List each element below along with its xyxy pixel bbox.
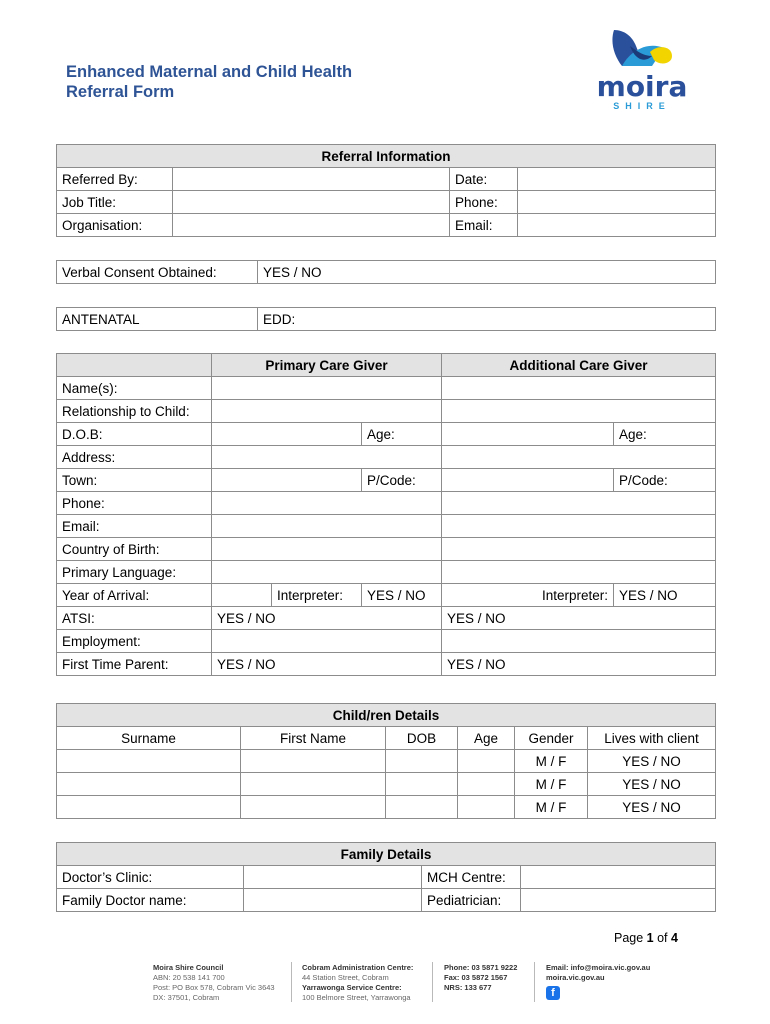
child-lives-value[interactable]: YES / NO (588, 773, 716, 796)
primary-names-field[interactable] (212, 377, 442, 400)
mch-centre-field[interactable] (521, 866, 716, 889)
family-header-row (57, 843, 716, 866)
footer-abn: ABN: 20 538 141 700 (153, 973, 225, 982)
footer-council (153, 963, 275, 1003)
child-surname-field[interactable] (57, 773, 241, 796)
footer-nrs: NRS: 133 677 (444, 983, 492, 992)
child-row (57, 796, 716, 819)
children-header: Child/ren Details (57, 704, 716, 727)
atsi-label: ATSI: (57, 607, 212, 630)
pediatrician-field[interactable] (521, 889, 716, 912)
page-of: of (653, 931, 671, 945)
referral-header-row (57, 145, 716, 168)
primary-age-label: Age: (362, 423, 442, 446)
page-total: 4 (671, 931, 678, 945)
primary-care-giver-header: Primary Care Giver (212, 354, 442, 377)
page-current: 1 (646, 931, 654, 945)
col-first-name: First Name (241, 727, 386, 750)
consent-label: Verbal Consent Obtained: (57, 261, 258, 284)
town-label: Town: (57, 469, 212, 492)
primary-relationship-field[interactable] (212, 400, 442, 423)
language-label: Primary Language: (57, 561, 212, 584)
dob-label: D.O.B: (57, 423, 212, 446)
footer-fax: Fax: 03 5872 1567 (444, 973, 508, 982)
primary-town-field[interactable] (212, 469, 362, 492)
primary-pcode-label: P/Code: (362, 469, 442, 492)
child-age-field[interactable] (458, 773, 515, 796)
child-row (57, 773, 716, 796)
child-dob-field[interactable] (386, 750, 458, 773)
doctor-clinic-label: Doctor’s Clinic: (57, 866, 244, 889)
language-row (57, 561, 716, 584)
footer-cobram-address: 44 Station Street, Cobram (302, 973, 389, 982)
job-title-row (57, 191, 716, 214)
child-surname-field[interactable] (57, 796, 241, 819)
additional-interpreter-value[interactable]: YES / NO (614, 584, 716, 607)
date-label: Date: (450, 168, 518, 191)
phone-row (57, 492, 716, 515)
antenatal-label: ANTENATAL (57, 308, 258, 331)
additional-address-field[interactable] (442, 446, 716, 469)
additional-names-field[interactable] (442, 377, 716, 400)
additional-town-field[interactable] (442, 469, 614, 492)
primary-atsi-value[interactable]: YES / NO (212, 607, 442, 630)
organisation-label: Organisation: (57, 214, 173, 237)
pediatrician-label: Pediatrician: (422, 889, 521, 912)
footer-separator (432, 962, 433, 1002)
employment-label: Employment: (57, 630, 212, 653)
family-doctor-row (57, 889, 716, 912)
additional-care-giver-header: Additional Care Giver (442, 354, 716, 377)
primary-first-time-value[interactable]: YES / NO (212, 653, 442, 676)
additional-country-field[interactable] (442, 538, 716, 561)
footer-web[interactable]: moira.vic.gov.au (546, 973, 605, 982)
family-table (56, 842, 716, 912)
child-gender-value[interactable]: M / F (515, 750, 588, 773)
care-giver-table (56, 353, 716, 676)
child-first-name-field[interactable] (241, 750, 386, 773)
edd-field[interactable]: EDD: (258, 308, 716, 331)
additional-employment-field[interactable] (442, 630, 716, 653)
child-first-name-field[interactable] (241, 773, 386, 796)
logo-wordmark: moira (596, 70, 688, 103)
additional-age-label: Age: (614, 423, 716, 446)
child-age-field[interactable] (458, 796, 515, 819)
additional-first-time-value[interactable]: YES / NO (442, 653, 716, 676)
child-dob-field[interactable] (386, 796, 458, 819)
names-row (57, 377, 716, 400)
email-label: Email: (57, 515, 212, 538)
consent-value[interactable]: YES / NO (258, 261, 716, 284)
footer-post: Post: PO Box 578, Cobram Vic 3643 (153, 983, 275, 992)
primary-language-field[interactable] (212, 561, 442, 584)
primary-interpreter-label: Interpreter: (272, 584, 362, 607)
family-doctor-label: Family Doctor name: (57, 889, 244, 912)
footer-dx: DX: 37501, Cobram (153, 993, 220, 1002)
address-row (57, 446, 716, 469)
additional-language-field[interactable] (442, 561, 716, 584)
primary-country-field[interactable] (212, 538, 442, 561)
referred-by-field[interactable] (173, 168, 450, 191)
atsi-row (57, 607, 716, 630)
page-number (614, 931, 678, 945)
country-label: Country of Birth: (57, 538, 212, 561)
consent-row (57, 261, 716, 284)
child-lives-value[interactable]: YES / NO (588, 750, 716, 773)
family-doctor-field[interactable] (244, 889, 422, 912)
form-title-line2: Referral Form (66, 83, 175, 101)
referrer-email-label: Email: (450, 214, 518, 237)
additional-relationship-field[interactable] (442, 400, 716, 423)
date-field[interactable] (518, 168, 716, 191)
footer-online (546, 963, 650, 983)
additional-phone-field[interactable] (442, 492, 716, 515)
child-surname-field[interactable] (57, 750, 241, 773)
additional-atsi-value[interactable]: YES / NO (442, 607, 716, 630)
first-time-label: First Time Parent: (57, 653, 212, 676)
child-gender-value[interactable]: M / F (515, 773, 588, 796)
town-row (57, 469, 716, 492)
child-first-name-field[interactable] (241, 796, 386, 819)
primary-email-field[interactable] (212, 515, 442, 538)
footer-yarrawonga-title: Yarrawonga Service Centre: (302, 983, 402, 992)
arrival-row (57, 584, 716, 607)
primary-phone-field[interactable] (212, 492, 442, 515)
organisation-field[interactable] (173, 214, 450, 237)
primary-address-field[interactable] (212, 446, 442, 469)
col-age: Age (458, 727, 515, 750)
email-row (57, 515, 716, 538)
referrer-email-field[interactable] (518, 214, 716, 237)
job-title-label: Job Title: (57, 191, 173, 214)
primary-employment-field[interactable] (212, 630, 442, 653)
page-prefix: Page (614, 931, 647, 945)
child-lives-value[interactable]: YES / NO (588, 796, 716, 819)
phone-label: Phone: (57, 492, 212, 515)
child-gender-value[interactable]: M / F (515, 796, 588, 819)
footer-separator (534, 962, 535, 1002)
job-title-field[interactable] (173, 191, 450, 214)
family-header: Family Details (57, 843, 716, 866)
col-lives-with-client: Lives with client (588, 727, 716, 750)
referrer-phone-field[interactable] (518, 191, 716, 214)
footer-council-title: Moira Shire Council (153, 963, 224, 972)
names-label: Name(s): (57, 377, 212, 400)
footer-email[interactable]: Email: info@moira.vic.gov.au (546, 963, 651, 972)
footer-phone: Phone: 03 5871 9222 (444, 963, 518, 972)
primary-interpreter-value[interactable]: YES / NO (362, 584, 442, 607)
care-header-blank (57, 354, 212, 377)
col-dob: DOB (386, 727, 458, 750)
referral-header: Referral Information (57, 145, 716, 168)
additional-interpreter-label: Interpreter: (442, 584, 614, 607)
address-label: Address: (57, 446, 212, 469)
referred-by-label: Referred By: (57, 168, 173, 191)
doctor-clinic-row (57, 866, 716, 889)
dob-row (57, 423, 716, 446)
children-columns-row (57, 727, 716, 750)
doctor-clinic-field[interactable] (244, 866, 422, 889)
relationship-label: Relationship to Child: (57, 400, 212, 423)
employment-row (57, 630, 716, 653)
footer-separator (291, 962, 292, 1002)
primary-dob-field[interactable] (212, 423, 362, 446)
referral-info-table (56, 144, 716, 237)
referred-by-row (57, 168, 716, 191)
antenatal-table (56, 307, 716, 331)
form-title (66, 62, 352, 102)
consent-table (56, 260, 716, 284)
footer-contact (444, 963, 517, 993)
form-title-line1: Enhanced Maternal and Child Health (66, 63, 353, 81)
referrer-phone-label: Phone: (450, 191, 518, 214)
col-surname: Surname (57, 727, 241, 750)
arrival-label: Year of Arrival: (57, 584, 212, 607)
child-row (57, 750, 716, 773)
child-age-field[interactable] (458, 750, 515, 773)
first-time-row (57, 653, 716, 676)
care-header-row (57, 354, 716, 377)
additional-email-field[interactable] (442, 515, 716, 538)
children-header-row (57, 704, 716, 727)
primary-arrival-field[interactable] (212, 584, 272, 607)
footer-centres (302, 963, 413, 1003)
organisation-row (57, 214, 716, 237)
logo-subtitle: SHIRE (613, 101, 671, 111)
col-gender: Gender (515, 727, 588, 750)
child-dob-field[interactable] (386, 773, 458, 796)
relationship-row (57, 400, 716, 423)
additional-dob-field[interactable] (442, 423, 614, 446)
country-row (57, 538, 716, 561)
additional-pcode-label: P/Code: (614, 469, 716, 492)
antenatal-row (57, 308, 716, 331)
mch-centre-label: MCH Centre: (422, 866, 521, 889)
footer-yarrawonga-address: 100 Belmore Street, Yarrawonga (302, 993, 411, 1002)
footer-cobram-title: Cobram Administration Centre: (302, 963, 414, 972)
children-table (56, 703, 716, 819)
facebook-icon[interactable]: f (546, 986, 560, 1000)
